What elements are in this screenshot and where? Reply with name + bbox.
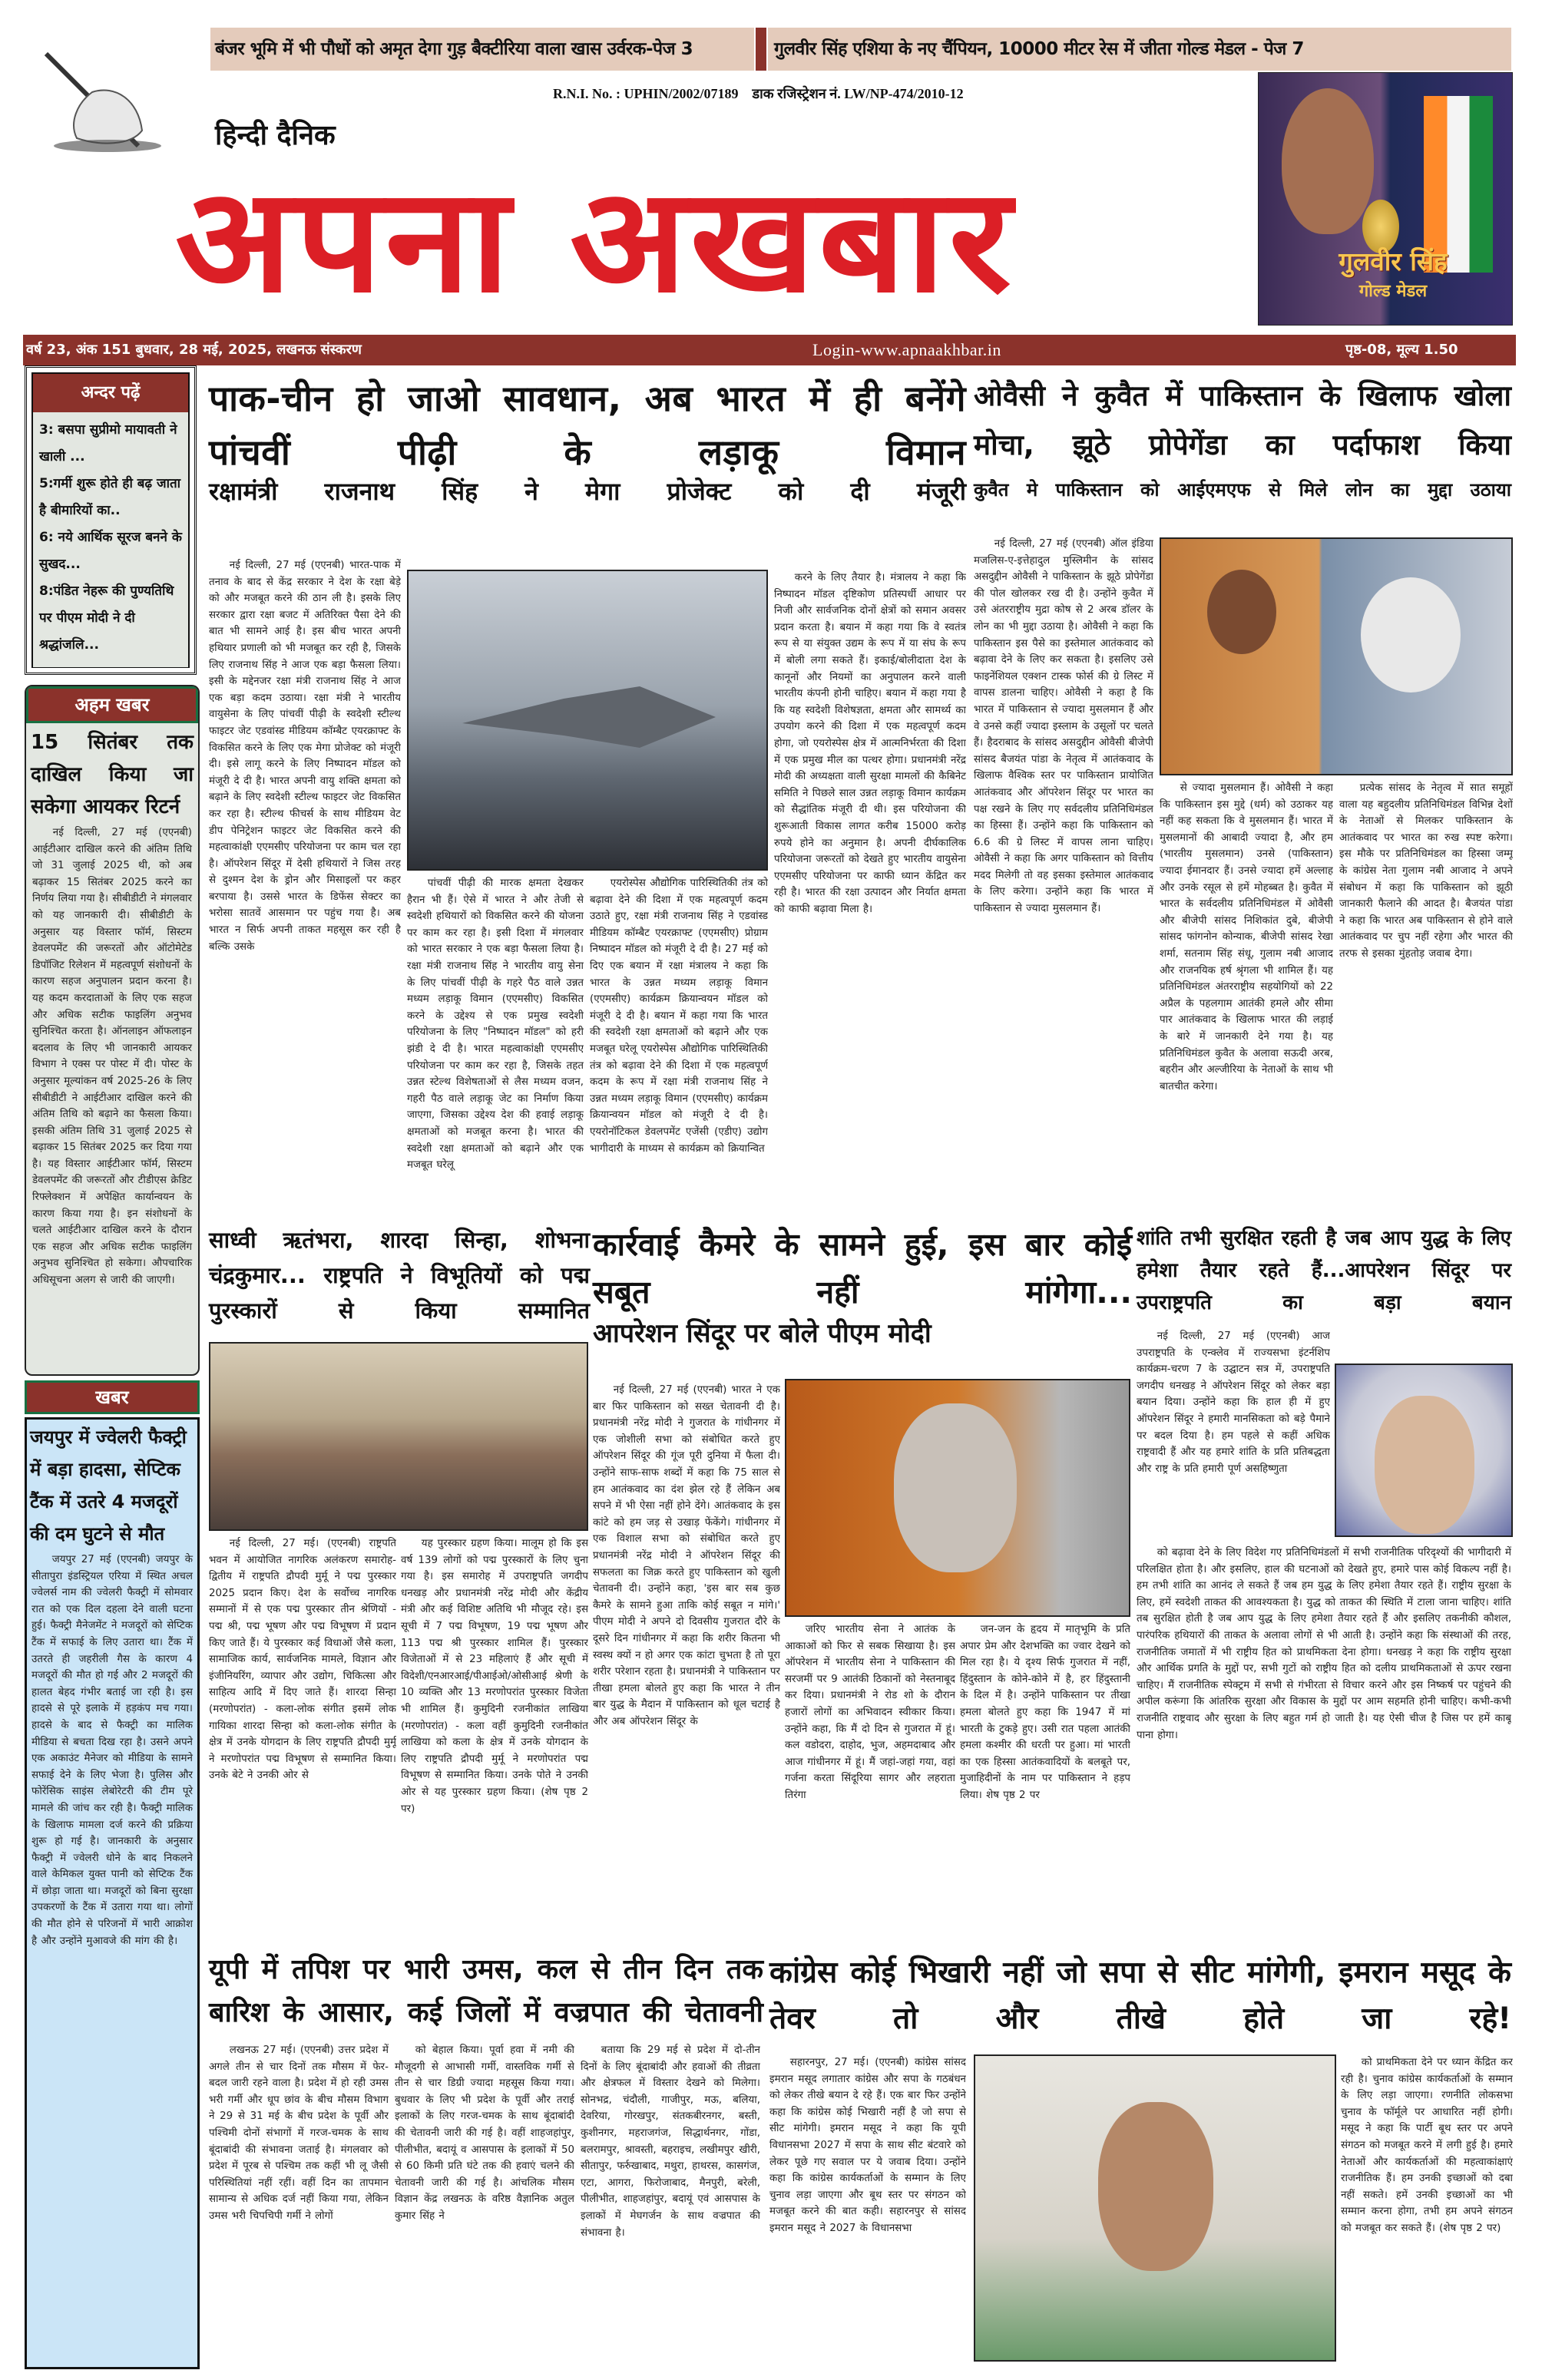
ticker-right-text: गुलवीर सिंह एशिया के नए चैंपियन, 10000 मीटर रेस में जीता गोल्ड मेडल - [774, 39, 1264, 59]
inside-item[interactable]: 8:पंडित नेहरू की पुण्यतिथि पर पीएम मोदी ने दी श्रद्धांजलि... [39, 583, 174, 653]
modi-column-2: जरिए भारतीय सेना ने आतंक के आकाओं को फिर से सबक सिखाया है। इस ऑपरेशन में भारतीय सेना ने पाकिस्तान की सरजमीं पर 9 आतंकी ठिकानों को नेस्तनाबूद कर दिया। प्रधानमंत्री ने रोड शो के दौरान हजारों लोगों का अभिवादन स्वीकार किया। उन्होंने कहा, कि मैं दो दिन से गुजरात में हूं। कल वडोदरा, दाहोद, भुज, अहमदाबाद और आज गांधीनगर में हूं। मैं जहां-जहां गया, वहां गर्जना करता सिंदूरिया सागर और लहराता तिरंगा [785, 1624, 955, 1801]
pen-hand-logo [23, 31, 177, 154]
ticker-right[interactable] [768, 28, 1511, 71]
vp-column-1: नई दिल्ली, 27 मई (एएनबी) आज उपराष्ट्रपति के एन्क्लेव में राज्यसभा इंटर्नशिप कार्यक्रम-चरण 7 के उद्घाटन सत्र में, उपराष्ट्रपति जगदीप धनखड़ ने ऑपरेशन सिंदूर को लेकर बड़ा बयान दिया। उन्होंने कहा कि हाल ही में हुए ऑपरेशन सिंदूर ने हमारी मानसिकता को बड़े पैमाने पर बदल दिया है। हम पहले से कहीं अधिक राष्ट्रवादी हैं और यह हमारे शांति के प्रति प्रतिबद्धता और राष्ट्र के प्रति हमारी पूर्ण असहिष्णुता [1137, 1330, 1330, 1475]
jet-icon [462, 686, 716, 748]
lead-column-3: एयरोस्पेस औद्योगिक पारिस्थितिकी तंत्र को बढ़ावा देने की दिशा में एक महत्वपूर्ण कदम उठाते हुए, रक्षा मंत्री राजनाथ सिंह ने एडवांस्ड मीडियम कॉम्बैट एयरक्राफ्ट (एएमसीए) प्रोग्राम निष्पादन मॉडल को मंजूरी दे दी है। 27 मई को दिए एक बयान में रक्षा मंत्रालय ने कहा कि भारत के उन्नत मध्यम लड़ाकू विमान (एएमसीए) कार्यक्रम क्रियान्वयन मॉडल को मंजूरी दे दी है। बयान में कहा गया कि भारत की स्वदेशी रक्षा क्षमताओं को बढ़ाने और एक मजबूत घरेलू एयरोस्पेस औद्योगिक पारिस्थितिकी तंत्र को बढ़ावा देने की दिशा में एक महत्वपूर्ण कदम के रूप में रक्षा मंत्री राजनाथ सिंह ने उन्नत मध्यम लड़ाकू विमान (एएमसीए) कार्यक्रम क्रियान्वयन मॉडल को मंजूरी दे दी है। एयरोनॉटिकल डेवलपमेंट एजेंसी (एडीए) उद्योग भागीदारी के माध्यम से कार्यक्रम को क्रियान्वित [590, 878, 768, 1155]
padma-column-1: नई दिल्ली, 27 मई। (एएनबी) राष्ट्रपति भवन में आयोजित नागरिक अलंकरण समारोह-द्वितीय में राष्ट्रपति द्रौपदी मुर्मू ने पद्म पुरस्कार 2025 प्रदान किए। देश के सर्वोच्च नागरिक सम्मानों में से एक पद्म पुरस्कार तीन श्रेणियों - पद्म श्री, पद्म भूषण और पद्म विभूषण में प्रदान किए जाते हैं। ये पुरस्कार कई विधाओं जैसे कला, सामाजिक कार्य, सार्वजनिक मामले, विज्ञान और इंजीनियरिंग, व्यापार और उद्योग, चिकित्सा और साहित्य आदि में दिए जाते हैं। शारदा सिन्हा (मरणोपरांत) - कला-लोक संगीत इसमें लोक गायिका शारदा सिन्हा को कला-लोक संगीत के क्षेत्र में उनके योगदान के लिए राष्ट्रपति द्रौपदी मुर्मू ने मरणोपरांत पद्म विभूषण से सम्मानित किया। उनके बेटे ने उनकी ओर से [209, 1538, 396, 1782]
lead-column-2: पांचवीं पीढ़ी की मारक क्षमता देखकर हैरान भी हैं। ऐसे में भारत ने और तेजी से स्वदेशी हथियारों को विकसित करने की योजना पर काम कर रहा है। इसी दिशा में मंगलवार को भारत सरकार ने एक बड़ा फैसला लिया है। रक्षा मंत्री राजनाथ सिंह ने भारतीय वायु सेना के लिए पांचवीं पीढ़ी के गहरे पैठ वाले उन्नत मध्यम लड़ाकू विमान (एएमसीए) विकसित करने के उद्देश्य से एक प्रमुख स्वदेशी परियोजना के लिए "निष्पादन मॉडल" को हरी झंडी दे दी है। भारत महत्वाकांक्षी एएमसीए परियोजना पर काम कर रहा है, जिसके तहत उन्नत स्टेल्थ विशेषताओं से लैस मध्यम वजन, गहरी पैठ वाले लड़ाकू जेट का निर्माण किया जाएगा, जिसका उद्देश्य देश की हवाई लड़ाकू क्षमताओं को मजबूत करना है। भारत की स्वदेशी रक्षा क्षमताओं को बढ़ाने और एक मजबूत घरेलू [407, 878, 584, 1172]
lead-column-1: नई दिल्ली, 27 मई (एएनबी) भारत-पाक में तनाव के बाद से केंद्र सरकार ने देश के रक्षा बेड़े को और मजबूत करने की ठान ली है। इसके लिए सरकार द्वारा रक्षा बजट में अतिरिक्त पैसा देने की बात भी सामने आई है। इस बीच भारत अपनी हथियार प्रणाली को भी मजबूत कर रही है, जिसके लिए राजनाथ सिंह ने आज एक बड़ा फैसला लिया। इसी के मद्देनजर रक्षा मंत्री राजनाथ सिंह ने आज एक बड़ा कदम उठाया। रक्षा मंत्री ने भारतीय वायुसेना के लिए पांचवीं पीढ़ी के स्वदेशी स्टील्थ फाइटर जेट एडवांस्ड मीडियम कॉम्बैट एयरक्राफ्ट के विकसित करने के लिए एक मेगा प्रोजेक्ट को मंजूरी दी। इसे लागू करने के लिए निष्पादन मॉडल को मंजूरी दे दी है। भारत अपनी वायु शक्ति क्षमता को बढ़ाने के लिए स्वदेशी स्टील्थ फाइटर जेट विकसित कर रहा है। स्टील्थ फीचर्स के साथ मीडियम वेट डीप पेनिट्रेशन फाइटर जेट विकसित करने की महत्वाकांक्षी एएमसीए परियोजना पर काम चल रहा है। ऑपरेशन सिंदूर में देसी हथियारों ने जिस तरह से दुश्मन देश के ड्रोन और मिसाइलों पर कहर बरपाया है। उससे भारत के डिफेंस सेक्टर का भरोसा सातवें आसमान पर पहुंच गया है। अब भारत न सिर्फ अपनी ताकत महसूस कर रही है बल्कि उसके [209, 560, 401, 953]
tagline: हिन्दी दैनिक [215, 120, 336, 151]
news-box [25, 1417, 200, 2369]
ticker-left-text: बंजर भूमि में भी पौधों को अमृत देगा गुड़ बैक्टीरिया वाला खास उर्वरक- [215, 39, 654, 59]
registration-info: R.N.I. No. : UPHIN/2002/07189 डाक रजिस्ट्रेशन नं. LW/NP-474/2010-12 [553, 86, 964, 101]
ticker-left[interactable] [210, 28, 754, 71]
date-bar [23, 335, 1516, 365]
athlete-photo[interactable] [1258, 72, 1513, 326]
important-news-headline[interactable]: 15 सितंबर तक दाखिल किया जा सकेगा आयकर रिटर्न [31, 731, 194, 818]
news-body: जयपुर 27 मई (एएनबी) जयपुर के सीतापुरा इंडस्ट्रियल एरिया में स्थित अचल ज्वेलर्स नाम की ज्वेलरी फैक्ट्री में सोमवार रात को एक दिल दहला देने वाली घटना हुई। फैक्ट्री मैनेजमेंट ने मजदूरों को सेप्टिक टैंक में सफाई के लिए उतारा था। टैंक में उतरते ही जहरीली गैस के कारण 4 मजदूरों की मौत हो गई और 2 मजदूरों की हालत बेहद गंभीर बताई जा रही है। इस हादसे से पूरे इलाके में हड़कंप मच गया। हादसे के बाद से फैक्ट्री का मालिक मीडिया से बचता दिख रहा है। उसने अपने एक अकाउंट मैनेजर को मीडिया के सामने सफाई देने के लिए भेजा है। पुलिस और फोरेंसिक साइंस लेबोरेटरी की टीम पूरे मामले की जांच कर रही है। फैक्ट्री मालिक के खिलाफ मामला दर्ज करने की प्रक्रिया शुरू हो गई है। जानकारी के अनुसार फैक्ट्री में ज्वेलरी धोने के बाद निकलने वाले केमिकल युक्त पानी को सेप्टिक टैंक में छोड़ा जाता था। मजदूरों को बिना सुरक्षा उपकरणों के टैंक में उतारा गया था। लोगों की मौत होने से परिजनों में भारी आक्रोश है और उन्होंने मुआवजे की मांग की है। [31, 1554, 193, 1947]
photo-caption: गुलवीर सिंह [1338, 246, 1448, 276]
weather-column-2: को बेहाल किया। पूर्वा हवा में नमी की मौजूदगी से आभासी गर्मी, वास्तविक गर्मी से तीन से चार डिग्री ज्यादा महसूस किया गया। बुधवार के लिए भी प्रदेश के पूर्वी और तराई इलाकों के लिए गरज-चमक के साथ बूंदाबांदी की चेतावनी जारी की गई है। वहीं शाहजहांपुर, पीलीभीत, बदायूं व आसपास के इलाकों में 50 से 60 किमी प्रति घंटे तक की हवाएं चलने की चेतावनी जारी की गई है। आंचलिक मौसम विज्ञान केंद्र लखनऊ के वरिष्ठ वैज्ञानिक अतुल कुमार सिंह ने [395, 2044, 574, 2222]
ticker-separator [756, 28, 766, 71]
padma-column-2: यह पुरस्कार ग्रहण किया। मालूम हो कि इस वर्ष 139 लोगों को पद्म पुरस्कारों के लिए चुना गया है। इस समारोह में उपराष्ट्रपति जगदीप धनखड़ और प्रधानमंत्री नरेंद्र मोदी और केंद्रीय मंत्री और कई विशिष्ट अतिथि भी मौजूद रहे। इस सूची में 7 पद्म विभूषण, 19 पद्म भूषण और 113 पद्म श्री पुरस्कार शामिल हैं। पुरस्कार विजेताओं में से 23 महिलाएं हैं और सूची में विदेशी/एनआरआई/पीआईओ/ओसीआई श्रेणी के 10 व्यक्ति और 13 मरणोपरांत पुरस्कार विजेता भी शामिल हैं। कुमुदिनी रजनीकांत लाखिया (मरणोपरांत) - कला वहीं कुमुदिनी रजनीकांत लाखिया को कला के क्षेत्र में उनके योगदान के लिए राष्ट्रपति द्रौपदी मुर्मू ने मरणोपरांत पद्म विभूषण से सम्मानित किया। उनके पोते ने उनकी ओर से यह पुरस्कार ग्रहण किया। (शेष पृष्ठ 2 पर) [401, 1538, 588, 1815]
edition-info: वर्ष 23, अंक 151 बुधवार, 28 मई, 2025, लखनऊ संस्करण [26, 342, 362, 358]
owaisi-column-3: प्रत्येक सांसद के नेतृत्व में सात समूहों वाला यह बहुदलीय प्रतिनिधिमंडल विभिन्न देशों के नेताओं से मिलकर पाकिस्तान के आतंकवाद पर भारत का रुख स्पष्ट करेगा। इस मौके पर प्रतिनिधिमंडल का हिस्सा जम्मू के कांग्रेस नेता गुलाम नबी आजाद ने अपने संबोधन में कहा कि पाकिस्तान को झूठी जानकारी फैलाने की आदत है। बैजयंत पांडा ने कहा कि भारत अब पाकिस्तान से होने वाले आतंकवाद पर चुप नहीं रहेगा और भारत की तरफ से इसका मुंहतोड़ जवाब देगा। [1339, 782, 1513, 960]
ticker-left-page: पेज 3 [653, 39, 693, 59]
modi-column-1: नई दिल्ली, 27 मई (एएनबी) भारत ने एक बार फिर पाकिस्तान को सख्त चेतावनी दी है। प्रधानमंत्री नरेंद्र मोदी ने गुजरात के गांधीनगर में एक जोशीली सभा को संबोधित करते हुए ऑपरेशन सिंदूर की गूंज पूरी दुनिया में फैला दी। उन्होंने साफ-साफ शब्दों में कहा कि 75 साल से हम आतंकवाद का दंश झेल रहे हैं लेकिन अब सपने में भी ऐसा नहीं होने देंगे। आतंकवाद के इस कांटे को हम जड़ से उखाड़ फेंकेंगे। गांधीनगर में एक विशाल सभा को संबोधित करते हुए प्रधानमंत्री नरेंद्र मोदी ने ऑपरेशन सिंदूर की सफलता का जिक्र करते हुए पाकिस्तान को खुली चेतावनी दी। उन्होंने कहा, 'इस बार सब कुछ कैमरे के सामने हुआ ताकि कोई सबूत न मांगे।' पीएम मोदी ने अपने दो दिवसीय गुजरात दौरे के दूसरे दिन गांधीनगर में कहा कि शरीर कितना भी स्वस्थ क्यों न हो अगर एक कांटा चुभता है तो पूरा शरीर परेशान रहता है। प्रधानमंत्री ने पाकिस्तान पर तीखा हमला बोलते हुए कहा कि भारत ने तीन बार युद्ध के मैदान में पाकिस्तान को धूल चटाई है और अब ऑपरेशन सिंदूर के [593, 1384, 780, 1727]
imran-masood-photo[interactable] [974, 2054, 1336, 2362]
owaisi-column-1: नई दिल्ली, 27 मई (एएनबी) ऑल इंडिया मजलिस-ए-इत्तेहादुल मुस्लिमीन के सांसद असदुद्दीन ओवैसी ने पाकिस्तान के झूठे प्रोपेगेंडा की पोल खोलकर रख दी है। उन्होंने कुवैत में उसे अंतरराष्ट्रीय मुद्रा कोष से 2 अरब डॉलर के लोन का भी मुद्दा उठाया है। ओवैसी ने कहा कि पाकिस्तान इस पैसे का इस्तेमाल आतंकवाद को बढ़ावा देने के लिए कर सकता है। इसलिए उसे फाइनेंशियल एक्शन टास्क फोर्स की ग्रे लिस्ट में वापस डालना चाहिए। ओवैसी ने कहा है कि भारत में पाकिस्तान से ज्यादा मुसलमान हैं और वे उनसे कहीं ज्यादा इस्लाम के उसूलों पर चलते हैं। हैदराबाद के सांसद असदुद्दीन ओवैसी बीजेपी सांसद बैजयंत पांडा के नेतृत्व में आतंकवाद के खिलाफ वैश्विक स्तर पर पाकिस्तान प्रायोजित आतंकवाद और ऑपरेशन सिंदूर पर भारत का पक्ष रखने के लिए गए सर्वदलीय प्रतिनिधिमंडल का हिस्सा हैं। उन्होंने कहा कि पाकिस्तान को 6.6 की ग्रे लिस्ट में वापस लाना चाहिए। ओवैसी ने कहा कि अगर पाकिस्तान को वित्तीय मदद मिलेगी तो वह इसका इस्तेमाल आतंकवाद के लिए करेगा। उन्होंने कहा कि भारत में पाकिस्तान से ज्यादा मुसलमान हैं। [974, 538, 1153, 915]
weather-column-1: लखनऊ 27 मई। (एएनबी) उत्तर प्रदेश में अगले तीन से चार दिनों तक मौसम में फेर-बदल जारी रहने वाला है। प्रदेश में हो रही उमस भरी गर्मी और धूप छांव के बीच मौसम विभाग ने 29 से 31 मई के बीच प्रदेश के पूर्वी और पश्चिमी दोनों संभागों में गरज-चमक के साथ बूंदाबांदी की संभावना जताई है। मंगलवार को प्रदेश में पूरब से पश्चिम तक कहीं भी लू जैसी परिस्थितियां नहीं रहीं। वहीं दिन का तापमान सामान्य से अधिक दर्ज नहीं किया गया, लेकिन उमस भरी चिपचिपी गर्मी ने लोगों [209, 2044, 389, 2222]
news-title: खबर [25, 1380, 200, 1414]
owaisi-photo[interactable] [1160, 537, 1513, 775]
pages-price: पृष्ठ-08, मूल्य 1.50 [1345, 342, 1458, 358]
owaisi-subheadline: कुवैत मे पाकिस्तान को आईएमएफ से मिले लोन का मुद्दा उठाया [974, 479, 1511, 501]
fighter-jet-photo[interactable] [407, 570, 768, 871]
inside-read-title: अन्दर पढ़ें [33, 374, 188, 412]
padma-headline[interactable]: साध्वी ऋतंभरा, शारदा सिन्हा, शोभना चंद्रकुमार... राष्ट्रपति ने विभूतियों को पद्म पुरस्कारों से किया सम्मानित [209, 1227, 590, 1324]
padma-ceremony-photo[interactable] [209, 1342, 588, 1531]
important-news-title: अहम खबर [26, 686, 198, 723]
person [1375, 1396, 1474, 1534]
ticker-right-page: पेज 7 [1263, 39, 1304, 59]
vice-president-photo[interactable] [1335, 1364, 1513, 1537]
person [1098, 2102, 1213, 2271]
masthead-title: अपना अखबार [175, 157, 1015, 325]
modi-subheadline: आपरेशन सिंदूर पर बोले पीएम मोदी [593, 1318, 931, 1349]
inside-item[interactable]: 3: बसपा सुप्रीमो मायावती ने खाली ... [39, 422, 177, 464]
congress-column-2: को प्राथमिकता देने पर ध्यान केंद्रित कर रही है। चुनाव कांग्रेस कार्यकर्ताओं के सम्मान के लिए लड़ा जाएगा। रणनीति लोकसभा चुनाव के फॉर्मूले पर आधारित नहीं होगी। मसूद ने कहा कि पार्टी बूथ स्तर पर अपने संगठन को मजबूत करने में लगी हुई है। हमारे नेताओं और कार्यकर्ताओं की महत्वाकांक्षाएं राजनीतिक हैं। हम उनकी इच्छाओं को दबा नहीं सकते। हमें उनकी इच्छाओं का भी सम्मान करना होगा, तभी हम अपने संगठन को मजबूत कर सकते हैं। (शेष पृष्ठ 2 पर) [1341, 2057, 1513, 2234]
athlete-face [1282, 88, 1374, 234]
person-2 [1361, 577, 1461, 693]
inside-read-box [25, 365, 197, 675]
photo-caption-sub: गोल्ड मेडल [1358, 282, 1428, 301]
person-1 [1207, 570, 1276, 654]
news-headline[interactable]: जयपुर में ज्वेलरी फैक्ट्री में बड़ा हादसा, सेप्टिक टैंक में उतरे 4 मजदूरों की दम घुटने से मौत [30, 1426, 187, 1545]
lead-subheadline: रक्षामंत्री राजनाथ सिंह ने मेगा प्रोजेक्ट को दी मंजूरी [209, 477, 966, 506]
vp-headline[interactable]: शांति तभी सुरक्षित रहती है जब आप युद्ध के लिए हमेशा तैयार रहते हैं...आपरेशन सिंदूर पर उपराष्ट्रपति का बड़ा बयान [1137, 1227, 1511, 1314]
congress-headline[interactable]: कांग्रेस कोई भिखारी नहीं जो सपा से सीट मांगेगी, इमरान मसूद के तेवर तो और तीखे होते जा रहे! [769, 1955, 1511, 2036]
owaisi-column-2: से ज्यादा मुसलमान हैं। ओवैसी ने कहा कि पाकिस्तान इस मुद्दे (धर्म) को उठाकर यह नहीं कह सकता कि वे मुसलमान हैं। भारत में मुसलमानों की आबादी ज्यादा है, और हम (भारतीय मुसलमान) उनसे (पाकिस्तान) ज्यादा ईमानदार हैं। उनसे ज्यादा हमें अल्लाह और उनके रसूल से हमें मोहब्बत है। कुवैत में भारत के सर्वदलीय प्रतिनिधिमंडल में ओवैसी और बीजेपी सांसद निशिकांत दुबे, बीजेपी सांसद फांगनोन कोन्याक, बीजेपी सांसद रेखा शर्मा, सतनाम सिंह संधू, गुलाम नबी आजाद और राजनयिक हर्ष श्रृंगला भी शामिल हैं। यह प्रतिनिधिमंडल अंतरराष्ट्रीय सहयोगियों को 22 अप्रैल के पहलगाम आतंकी हमले और सीमा पार आतंकवाद के खिलाफ भारत की लड़ाई के बारे में जानकारी देने गया है। यह प्रतिनिधिमंडल कुवैत के अलावा सऊदी अरब, बहरीन और अल्जीरिया के नेताओं के साथ भी बातचीत करेगा। [1160, 782, 1333, 1092]
weather-column-3: बताया कि 29 मई से प्रदेश में दो-तीन दिनों के लिए बूंदाबांदी और हवाओं की तीव्रता और क्षेत्रफल में विस्तार देखने को मिलेगा। सोनभद्र, चंदौली, गाजीपुर, मऊ, बलिया, देवरिया, गोरखपुर, संतकबीरनगर, बस्ती, कुशीनगर, महराजगंज, सिद्धार्थनगर, गोंडा, बलरामपुर, श्रावस्ती, बहराइच, लखीमपुर खीरी, सीतापुर, फर्रुखाबाद, मथुरा, हाथरस, कासगंज, एटा, आगरा, फिरोजाबाद, मैनपुरी, बरेली, पीलीभीत, शाहजहांपुर, बदायूं एवं आसपास के इलाकों में मेघगर्जन के साथ वज्रपात की संभावना है। [581, 2044, 760, 2239]
gold-medal-icon [1362, 200, 1399, 253]
vp-column-2: को बढ़ावा देने के लिए विदेश गए प्रतिनिधिमंडलों में सभी राजनीतिक परिदृश्यों की भागीदारी में परिलक्षित होता है। और इसलिए, हाल की घटनाओं को देखते हुए, हमारे पास कोई विकल्प नहीं है। हम तभी शांति का आनंद ले सकते हैं जब हम युद्ध के लिए हमेशा तैयार रहते हैं। राष्ट्रीय सुरक्षा के लिए, हमें स्वदेशी ताकत की आवश्यकता है। युद्ध को ताकत की स्थिति में टाला जाना चाहिए। शांति तब सुरक्षित होती है जब आप युद्ध के लिए हमेशा तैयार रहते हैं और इसलिए तकनीकी कौशल, पारंपरिक हथियारों की ताकत के अलावा लोगों से भी आती है। उन्होंने कहा कि संस्थाओं की तरह, राजनीतिक जमातों में भी राष्ट्रीय हित को प्राथमिकता देना होगा। धनखड़ ने कहा कि राष्ट्रीय सुरक्षा और आर्थिक प्रगति के मुद्दों पर, सभी गुटों को राष्ट्रीय हित को दलीय प्राथमिकताओं से ऊपर रखना चाहिए। मैं राजनीतिक स्पेक्ट्रम में सभी से गंभीरता से विचार करने और इस निष्कर्ष पर पहुंचने की अपील करूंगा कि आंतरिक सुरक्षा और विकास के मुद्दों पर आम सहमति होनी चाहिए। कभी-कभी राजनीति राष्ट्रवाद और सुरक्षा के लिए बहुत गर्म हो जाती है। यह ऐसी चीज है जिस पर हमें काबू पाना होगा। [1137, 1547, 1511, 1741]
lead-column-4: करने के लिए तैयार है। मंत्रालय ने कहा कि निष्पादन मॉडल दृष्टिकोण प्रतिस्पर्धी आधार पर निजी और सार्वजनिक दोनों क्षेत्रों को समान अवसर प्रदान करता है। बयान में कहा गया कि वे स्वतंत्र रूप से या संयुक्त उद्यम के रूप में या संघ के रूप में बोली लगा सकते हैं। इकाई/बोलीदाता देश के कानूनों और नियमों का अनुपालन करने वाली भारतीय कंपनी होनी चाहिए। बयान में कहा गया है कि यह स्वदेशी विशेषज्ञता, क्षमता और सामर्थ्य का उपयोग करने की दिशा में एक महत्वपूर्ण कदम होगा, जो एयरोस्पेस क्षेत्र में आत्मनिर्भरता की दिशा में एक प्रमुख मील का पत्थर होगा। प्रधानमंत्री नरेंद्र मोदी की अध्यक्षता वाली सुरक्षा मामलों की कैबिनेट समिति ने पिछले साल उन्नत लड़ाकू विमान कार्यक्रम को सैद्धांतिक मंजूरी दी थी। इस परियोजना की शुरूआती विकास लागत करीब 15000 करोड़ रुपये होने का अनुमान है। अपनी दीर्घकालिक परियोजना जरूरतों को देखते हुए भारतीय वायुसेना एएमसीए परियोजना पर काफी ध्यान केंद्रित कर रही है। भारत की रक्षा उत्पादन और निर्यात क्षमता को काफी बढ़ावा मिला है। [774, 572, 966, 915]
owaisi-headline[interactable]: ओवैसी ने कुवैत में पाकिस्तान के खिलाफ खोला मोचा, झूठे प्रोपेगेंडा का पर्दाफाश किया [974, 379, 1511, 461]
lead-headline[interactable]: पाक-चीन हो जाओ सावधान, अब भारत में ही बनेंगे पांचवीं पीढ़ी के लड़ाकू विमान [209, 378, 966, 473]
modi-headline[interactable]: कार्रवाई कैमरे के सामने हुई, इस बार कोई सबूत नहीं मांगेगा... [593, 1226, 1132, 1311]
important-news-body: नई दिल्ली, 27 मई (एएनबी) आईटीआर दाखिल करने की अंतिम तिथि जो 31 जुलाई 2025 थी, को अब बढ़ाकर 15 सितंबर 2025 करने का निर्णय लिया गया है। सीबीडीटी ने मंगलवार को यह जानकारी दी। सीबीडीटी के अनुसार यह विस्तार फॉर्म, सिस्टम डेवलपमेंट की जरूरतों और ऑटोमेटेड डिपॉजिट रिलेशन में महत्वपूर्ण संशोधनों के कारण सहज अनुपालन प्रदान करना है। यह कदम करदाताओं के लिए एक सहज और अधिक सटीक फाइलिंग अनुभव सुनिश्चित करता है। ऑनलाइन ऑफलाइन बदलाव के लिए भी जानकारी आयकर विभाग ने एक्स पर पोस्ट में दी। पोस्ट के अनुसार मूल्यांकन वर्ष 2025-26 के लिए सीबीडीटी ने आईटीआर दाखिल करने की अंतिम तिथि को बढ़ाने का फैसला किया। इसकी अंतिम तिथि 31 जुलाई 2025 से बढ़ाकर 15 सितंबर 2025 कर दिया गया है। यह विस्तार आईटीआर फॉर्म, सिस्टम डेवलपमेंट की जरूरतों और टीडीएस क्रेडिट रिफ्लेक्शन में अपेक्षित कार्यान्वयन के कारण किया गया है। इन संशोधनों के चलते आईटीआर दाखिल करने के दौरान एक सहज और अधिक सटीक फाइलिंग अनुभव सुनिश्चित हो सकेगा। औपचारिक अधिसूचना अलग से जारी की जाएगी। [32, 827, 192, 1287]
modi-column-3: जन-जन के हृदय में मातृभूमि के प्रति अपार प्रेम और देशभक्ति का ज्वार देखने को मिल रहा है। ये दृश्य सिर्फ गुजरात में नहीं, हिंदुस्तान के कोने-कोने में है, हर हिंदुस्तानी के दिल में है। उन्होंने पाकिस्तान पर तीखा हमला बोलते हुए कहा कि 1947 में मां भारती के टुकड़े हुए। उसी रात पहला आतंकी हमला कश्मीर की धरती पर हुआ। मां भारती का एक हिस्सा आतंकवादियों के बलबूते पर, मुजाहिदीनों के नाम पर पाकिस्तान ने हड़प लिया। शेष पृष्ठ 2 पर [960, 1624, 1130, 1801]
congress-column-1: सहारनपुर, 27 मई। (एएनबी) कांग्रेस सांसद इमरान मसूद लगातार कांग्रेस और सपा के गठबंधन को लेकर तीखे बयान दे रहे हैं। एक बार फिर उन्होंने कहा कि कांग्रेस कोई भिखारी नहीं है जो सपा से सीट मांगेगी। इमरान मसूद ने कहा कि यूपी विधानसभा 2027 में सपा के साथ सीट बंटवारे को लेकर पूछे गए सवाल पर ये जवाब दिया। उन्होंने कहा कि कांग्रेस कार्यकर्ताओं के सम्मान के लिए चुनाव लड़ा जाएगा और बूथ स्तर पर संगठन को मजबूत करने की बात कही। सहारनपुर से सांसद इमरान मसूद ने 2027 के विधानसभा [769, 2057, 966, 2234]
website-link[interactable]: Login-www.apnaakhbar.in [812, 340, 1001, 359]
inside-item[interactable]: 5:गर्मी शुरू होते ही बढ़ जाता है बीमारियों का.. [39, 476, 181, 518]
weather-headline[interactable]: यूपी में तपिश पर भारी उमस, कल से तीन दिन तक बारिश के आसार, कई जिलों में वज्रपात की चेतावनी [209, 1954, 763, 2028]
inside-read-list [33, 412, 188, 667]
person [894, 1403, 1017, 1572]
inside-item[interactable]: 6: नये आर्थिक सूरज बनने के सुखद... [39, 530, 182, 572]
modi-photo[interactable] [785, 1379, 1130, 1617]
important-news-box [25, 685, 200, 1376]
